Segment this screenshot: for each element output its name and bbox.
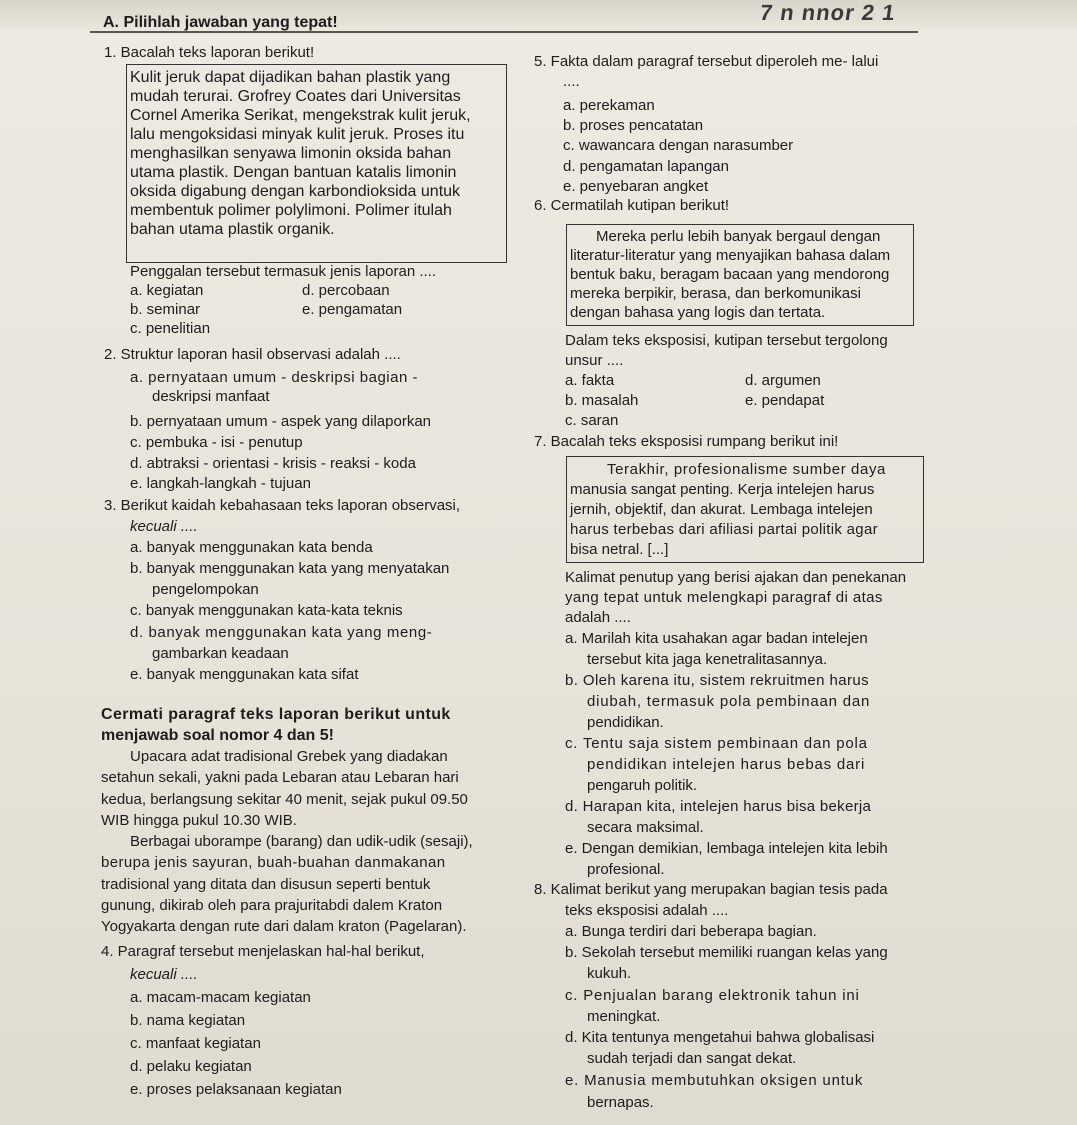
q7-option-b-cont[interactable]: diubah, termasuk pola pembinaan dan [587,693,871,710]
q8-option-b-cont[interactable]: kukuh. [587,965,632,982]
q3-option-d-cont[interactable]: gambarkan keadaan [152,645,289,662]
q5-option-c[interactable]: c. wawancara dengan narasumber [563,137,794,154]
q1-option-a[interactable]: a. kegiatan [130,282,204,299]
q1-stem: 1. Bacalah teks laporan berikut! [104,44,315,61]
q5-option-a[interactable]: a. perekaman [563,97,655,114]
q5-stem-dots: .... [563,73,580,90]
q7-option-c-cont[interactable]: pengaruh politik. [587,777,698,794]
q4-stem: 4. Paragraf tersebut menjelaskan hal-hal berikut, [101,943,425,960]
q2-option-a-cont[interactable]: deskripsi manfaat [152,388,270,405]
q4-option-d[interactable]: d. pelaku kegiatan [130,1058,252,1075]
q7-option-e-cont[interactable]: profesional. [587,861,665,878]
q4-option-e[interactable]: e. proses pelaksanaan kegiatan [130,1081,342,1098]
q5-option-e[interactable]: e. penyebaran angket [563,178,709,195]
q7-option-e[interactable]: e. Dengan demikian, lembaga intelejen kita lebih [565,840,888,857]
q3-option-d[interactable]: d. banyak menggunakan kata yang meng- [130,624,433,641]
q1-passage-line: mudah terurai. Grofrey Coates dari Universitas [130,88,461,105]
q7-option-c[interactable]: c. Tentu saja sistem pembinaan dan pola [565,735,868,752]
q4-option-b[interactable]: b. nama kegiatan [130,1012,246,1029]
passage2-line: tradisional yang ditata dan disusun seperti bentuk [101,876,431,893]
q8-option-a[interactable]: a. Bunga terdiri dari beberapa bagian. [565,923,817,940]
q2-option-c[interactable]: c. pembuka - isi - penutup [130,434,303,451]
q1-passage-line: Kulit jeruk dapat dijadikan bahan plastik yang [130,69,451,86]
passage2-line: Berbagai uborampe (barang) dan udik-udik (sesaji), [130,833,473,850]
q1-passage-line: lalu mengoksidasi minyak kulit jeruk. Proses itu [130,126,465,143]
q6-question-cont: unsur .... [565,352,624,369]
q7-option-b[interactable]: b. Oleh karena itu, sistem rekruitmen harus [565,672,869,689]
q6-option-c[interactable]: c. saran [565,412,619,429]
passage2-line: setahun sekali, yakni pada Lebaran atau Lebaran hari [101,769,459,786]
q7-stem: 7. Bacalah teks eksposisi rumpang berikut ini! [534,433,839,450]
q7-passage-line: bisa netral. [...] [570,541,669,558]
q1-option-c[interactable]: c. penelitian [130,320,211,337]
q4-option-a[interactable]: a. macam-macam kegiatan [130,989,311,1006]
q5-option-d[interactable]: d. pengamatan lapangan [563,158,729,175]
q8-option-e[interactable]: e. Manusia membutuhkan oksigen untuk [565,1072,864,1089]
q3-stem-kecuali: kecuali .... [130,518,198,535]
passage2-line: Yogyakarta dengan rute dari dalam kraton (Pagelaran). [101,918,467,935]
q7-question: Kalimat penutup yang berisi ajakan dan penekanan [565,569,907,586]
q1-passage-line: menghasilkan senyawa limonin oksida bahan [130,145,452,162]
q8-option-e-cont[interactable]: bernapas. [587,1094,654,1111]
q3-option-a[interactable]: a. banyak menggunakan kata benda [130,539,373,556]
q7-option-a-cont[interactable]: tersebut kita jaga kenetralitasannya. [587,651,828,668]
q1-passage-line: Cornel Amerika Serikat, mengekstrak kulit jeruk, [130,107,471,124]
q8-stem-cont: teks eksposisi adalah .... [565,902,729,919]
q5-option-b[interactable]: b. proses pencatatan [563,117,704,134]
q7-option-a[interactable]: a. Marilah kita usahakan agar badan intelejen [565,630,868,647]
q3-option-c[interactable]: c. banyak menggunakan kata-kata teknis [130,602,403,619]
q6-option-b[interactable]: b. masalah [565,392,639,409]
q2-option-e[interactable]: e. langkah-langkah - tujuan [130,475,311,492]
q6-passage-line: Mereka perlu lebih banyak bergaul dengan [596,228,881,245]
q4-stem-kecuali: kecuali .... [130,966,198,983]
q1-passage-line: utama plastik. Dengan bantuan katalis limonin [130,164,457,181]
q7-option-d-cont[interactable]: secara maksimal. [587,819,704,836]
passage2-line: WIB hingga pukul 10.30 WIB. [101,812,297,829]
passage2-line: berupa jenis sayuran, buah-buahan danmakanan [101,854,446,871]
section-title: A. Pilihlah jawaban yang tepat! [103,14,338,31]
q7-option-b-cont[interactable]: pendidikan. [587,714,664,731]
q2-stem: 2. Struktur laporan hasil observasi adalah .... [104,346,401,363]
q6-passage-line: mereka berpikir, berasa, dan berkomunikasi [570,285,861,302]
passage2-line: kedua, berlangsung sekitar 40 menit, sejak pukul 09.50 [101,791,468,808]
q1-passage-line: oksida digabung dengan karbondioksida untuk [130,183,461,200]
q2-option-a[interactable]: a. pernyataan umum - deskripsi bagian - [130,369,418,386]
q1-passage-line: bahan utama plastik organik. [130,221,335,238]
q8-option-b[interactable]: b. Sekolah tersebut memiliki ruangan kelas yang [565,944,888,961]
q6-option-d[interactable]: d. argumen [745,372,821,389]
q1-question: Penggalan tersebut termasuk jenis laporan .... [130,263,437,280]
q7-question: yang tepat untuk melengkapi paragraf di atas [565,589,883,606]
q2-option-d[interactable]: d. abtraksi - orientasi - krisis - reaksi - koda [130,455,416,472]
q1-option-e[interactable]: e. pengamatan [302,301,403,318]
instruction-line-2: menjawab soal nomor 4 dan 5! [101,727,334,744]
q8-stem: 8. Kalimat berikut yang merupakan bagian tesis pada [534,881,888,898]
q3-option-b-cont[interactable]: pengelompokan [152,581,259,598]
q6-passage-line: bentuk baku, beragam bacaan yang mendorong [570,266,890,283]
q6-passage-line: dengan bahasa yang logis dan tertata. [570,304,826,321]
q6-stem: 6. Cermatilah kutipan berikut! [534,197,730,214]
q6-option-e[interactable]: e. pendapat [745,392,825,409]
q8-option-d-cont[interactable]: sudah terjadi dan sangat dekat. [587,1050,797,1067]
q8-option-c[interactable]: c. Penjualan barang elektronik tahun ini [565,987,860,1004]
passage2-line: Upacara adat tradisional Grebek yang diadakan [130,748,448,765]
q6-option-a[interactable]: a. fakta [565,372,615,389]
q6-question: Dalam teks eksposisi, kutipan tersebut tergolong [565,332,888,349]
q8-option-c-cont[interactable]: meningkat. [587,1008,661,1025]
q3-option-b[interactable]: b. banyak menggunakan kata yang menyatakan [130,560,450,577]
q7-passage-line: Terakhir, profesionalisme sumber daya [607,461,886,478]
header-stamp: 7 n nnor 2 1 [758,0,898,25]
q1-option-b[interactable]: b. seminar [130,301,201,318]
q6-passage-line: literatur-literatur yang menyajikan bahasa dalam [570,247,891,264]
q7-question: adalah .... [565,609,631,626]
passage2-line: gunung, dikirab oleh para prajuritabdi dalem Kraton [101,897,443,914]
q1-passage-line: membentuk polimer polylimoni. Polimer itulah [130,202,452,219]
q5-stem: 5. Fakta dalam paragraf tersebut diperoleh me- lalui [534,53,879,70]
q1-option-d[interactable]: d. percobaan [302,282,390,299]
instruction-line-1: Cermati paragraf teks laporan berikut untuk [101,706,451,723]
q2-option-b[interactable]: b. pernyataan umum - aspek yang dilaporkan [130,413,432,430]
q7-passage-line: manusia sangat penting. Kerja intelejen harus [570,481,875,498]
q4-option-c[interactable]: c. manfaat kegiatan [130,1035,261,1052]
q7-passage-line: jernih, objektif, dan akurat. Lembaga intelejen [570,501,873,518]
q3-stem: 3. Berikut kaidah kebahasaan teks laporan observasi, [104,497,461,514]
q7-passage-line: harus terbebas dari afiliasi partai politik agar [570,521,878,538]
q8-option-d[interactable]: d. Kita tentunya mengetahui bahwa globalisasi [565,1029,875,1046]
q7-option-d[interactable]: d. Harapan kita, intelejen harus bisa bekerja [565,798,872,815]
q7-option-c-cont[interactable]: pendidikan intelejen harus bebas dari [587,756,866,773]
q3-option-e[interactable]: e. banyak menggunakan kata sifat [130,666,359,683]
